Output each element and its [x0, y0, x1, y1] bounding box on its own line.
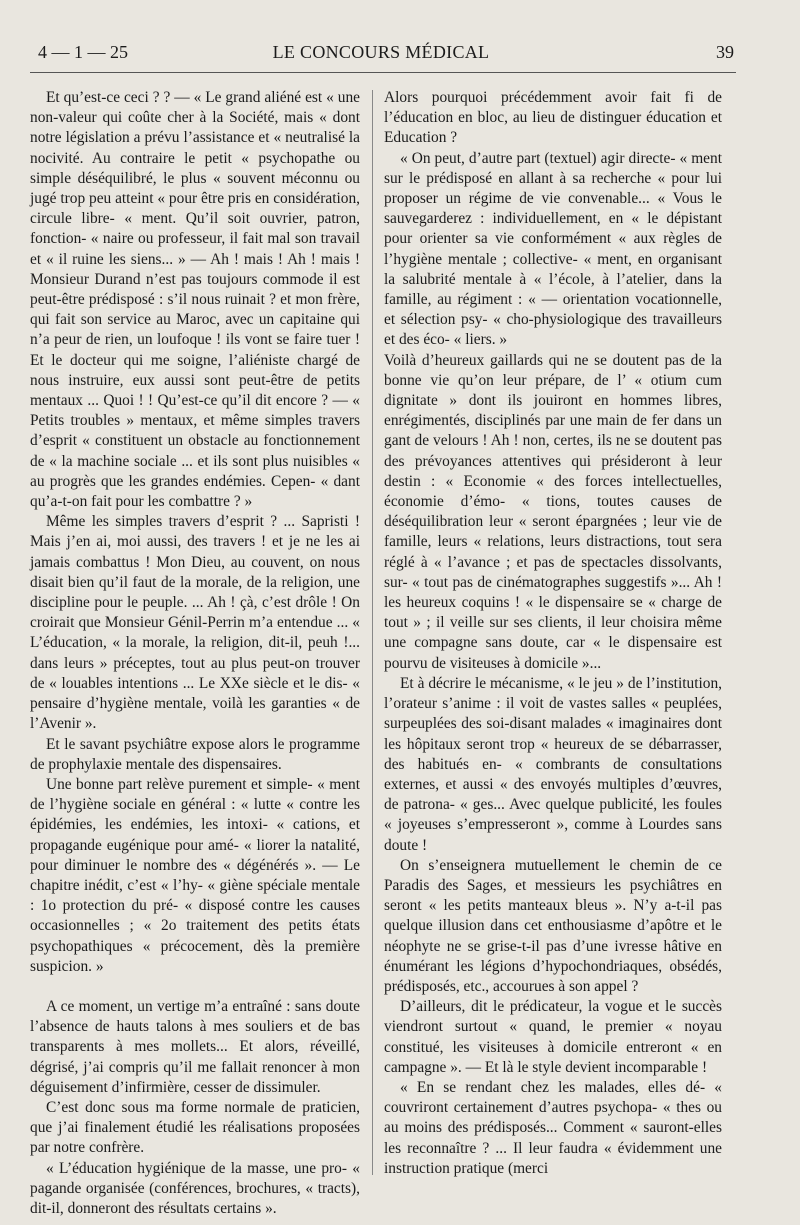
header-rule: [30, 72, 736, 73]
running-header: [28, 42, 734, 68]
paragraph: C’est donc sous ma forme normale de praticien, que j’ai finalement étudié les réalisations proposées par notre confrère.: [30, 1098, 360, 1157]
paragraph: Et qu’est-ce ceci ? ? — « Le grand aliéné est « une non-valeur qui coûte cher à la Société, mais « dont notre législation a prévu l’assistance et « neutralisé la nocivité. Au contraire le petit « psychopathe ou simple déséquilibré, le plus « souvent méconnu ou jugé trop peu atteint « pour être pris en considération, circule libre- « ment. Qu’il soit ouvrier, patron, fonction- « naire ou professeur, il fait mal son travail et « il ruine les siens... » — Ah ! mais ! Ah ! mais ! Monsieur Durand n’est pas toujours commode il est peut-être prédisposé : s’il nous ruinait ? et mon frère, qui fait son service au Maroc, avec un capitaine qui n’a peur de rien, un loufoque ! ils vont se faire tuer ! Et le docteur qui me soigne, l’aliéniste chargé de nous instruire, eux aussi sont peut-être de petits mentaux ... Quoi ! ! Qu’est-ce qu’il dit encore ? — « Petits troubles » mentaux, et même simples travers d’esprit « constituent un obstacle au fonctionnement de « la machine sociale ... et ils sont plus nuisibles « au progrès que les grandes endémies. Cepen- « dant qu’a-t-on fait pour les combattre ? »: [30, 89, 360, 511]
paragraph: Une bonne part relève purement et simple- « ment de l’hygiène sociale en général : « lutte « contre les épidémies, les endémies, les intoxi- « cations, et propagande eugénique pour amé- « liorer la natalité, pour diminuer le nombre des « dégénérés ». — Le chapitre inédit, c’est « l’hy- « giène spéciale mentale : 1o protection du pré- « disposé contre les causes occasionnelles ; « 2o traitement des petits états psychopathiques « précocement, dès la première suspicion. »: [30, 775, 360, 975]
right-column: [384, 88, 722, 1179]
column-divider: [372, 90, 373, 1175]
paragraph: A ce moment, un vertige m’a entraîné : sans doute l’absence de hauts talons à mes souliers et de bas transparents à mes mollets... Et alors, réveillé, dégrisé, j’ai compris qu’il me fallait renoncer à mon déguisement d’infirmière, cesser de dissimuler.: [30, 997, 360, 1096]
paragraph: « En se rendant chez les malades, elles dé- « couvriront certainement d’autres psychopa- « thes ou au moins des prédisposés... Comment « sauront-elles les reconnaître ? ... Il leur faudra « évidemment une instruction pratique (merci: [384, 1078, 722, 1177]
paragraph: « L’éducation hygiénique de la masse, une pro- « pagande organisée (conférences, brochures, « tracts), dit-il, donneront des résultats certains ».: [30, 1159, 360, 1217]
paragraph: Et à décrire le mécanisme, « le jeu » de l’institution, l’orateur s’anime : il voit de vastes salles « peuplées, surpeuplées des soi-disant malades « imaginaires dont les hôpitaux seront trop « heureux de se débarrasser, des habitués en- « combrants de consultations externes, et aussi « des envoyés multiples d’œuvres, de patrona- « ges... Avec quelque publicité, les foules « joyeuses s’empresseront », comme à Lourdes sans doute !: [384, 674, 722, 854]
page-number: 39: [716, 42, 734, 62]
paragraph: Voilà d’heureux gaillards qui ne se doutent pas de la bonne vie qu’on leur prépare, de l’ « otium cum dignitate » dont ils jouiront en hommes libres, enrégimentés, disciplinés par une main de fer dans un gant de velours ! Ah ! non, certes, ils ne se doutent pas des prévoyances attentives qui présideront à leur destin : « Economie « des forces intellectuelles, économie d’émo- « tions, toutes causes de déséquilibration leur « seront épargnées ; leur vie de famille, leurs « relations, leurs distractions, tout sera réglé à « l’avance ; et pas de spectacles dissolvants, sur- « tout pas de cinématographes suggestifs »... Ah ! les heureux coquins ! « le dispensaire se « charge de tout » ; il veille sur ses clients, il leur choisira même une compagne sans doute, car « le dispensaire est pourvu de visiteuses à domicile »...: [384, 351, 722, 672]
paragraph: Même les simples travers d’esprit ? ... Sapristi ! Mais j’en ai, moi aussi, des travers ! et je ne les ai jamais combattus ! Mon Dieu, au couvent, on nous disait bien qu’il faut de la morale, de la religion, une discipline pour le peuple. ... Ah ! çà, c’est drôle ! On croirait que Monsieur Génil-Perrin m’a entendue ... « L’éducation, « la morale, la religion, dit-il, peuh !... dans leurs » préceptes, tout au plus peut-on trouver de « louables intentions ... Le XXe siècle et le dis- « pensaire d’hygiène mentale, voilà les garanties « de l’Avenir ».: [30, 513, 360, 733]
paragraph: D’ailleurs, dit le prédicateur, la vogue et le succès viendront surtout « quand, le premier « noyau constitué, les visiteuses à domicile entreront « en campagne ». — Et là le style devient incomparable !: [384, 998, 722, 1076]
paragraph: On s’enseignera mutuellement le chemin de ce Paradis des Sages, et messieurs les psychiâtres en seront « les petits manteaux bleus ». N’y a-t-il pas quelque illusion dans cet enthousiasme d’apôtre et le néophyte ne se grise-t-il pas d’une ivresse hâtive en énumérant les légions d’hypochondriaques, obsédés, prédisposés, etc., accourues à son appel ?: [384, 856, 722, 995]
left-column: [30, 88, 360, 1219]
paragraph: « On peut, d’autre part (textuel) agir directe- « ment sur le prédisposé en allant à sa recherche « pour lui proposer un régime de vie convenable... « Vous le sauvegarderez : individuellement, en « le dépistant pour orienter sa vie conformément « aux règles de l’hygiène mentale ; collective- « ment, en organisant la salubrité mentale à « l’école, à l’atelier, dans la famille, au régiment : « — orientation vocationnelle, et sélection psy- « cho-physiologique des travailleurs et des éco- « liers. »: [384, 149, 722, 349]
issue-date: 4 — 1 — 25: [38, 42, 128, 62]
journal-title: LE CONCOURS MÉDICAL: [272, 42, 490, 62]
paragraph: Alors pourquoi précédemment avoir fait fi de l’éducation en bloc, au lieu de distinguer éducation et Education ?: [384, 89, 722, 147]
paragraph: Et le savant psychiâtre expose alors le programme de prophylaxie mentale des dispensaires.: [30, 735, 360, 773]
